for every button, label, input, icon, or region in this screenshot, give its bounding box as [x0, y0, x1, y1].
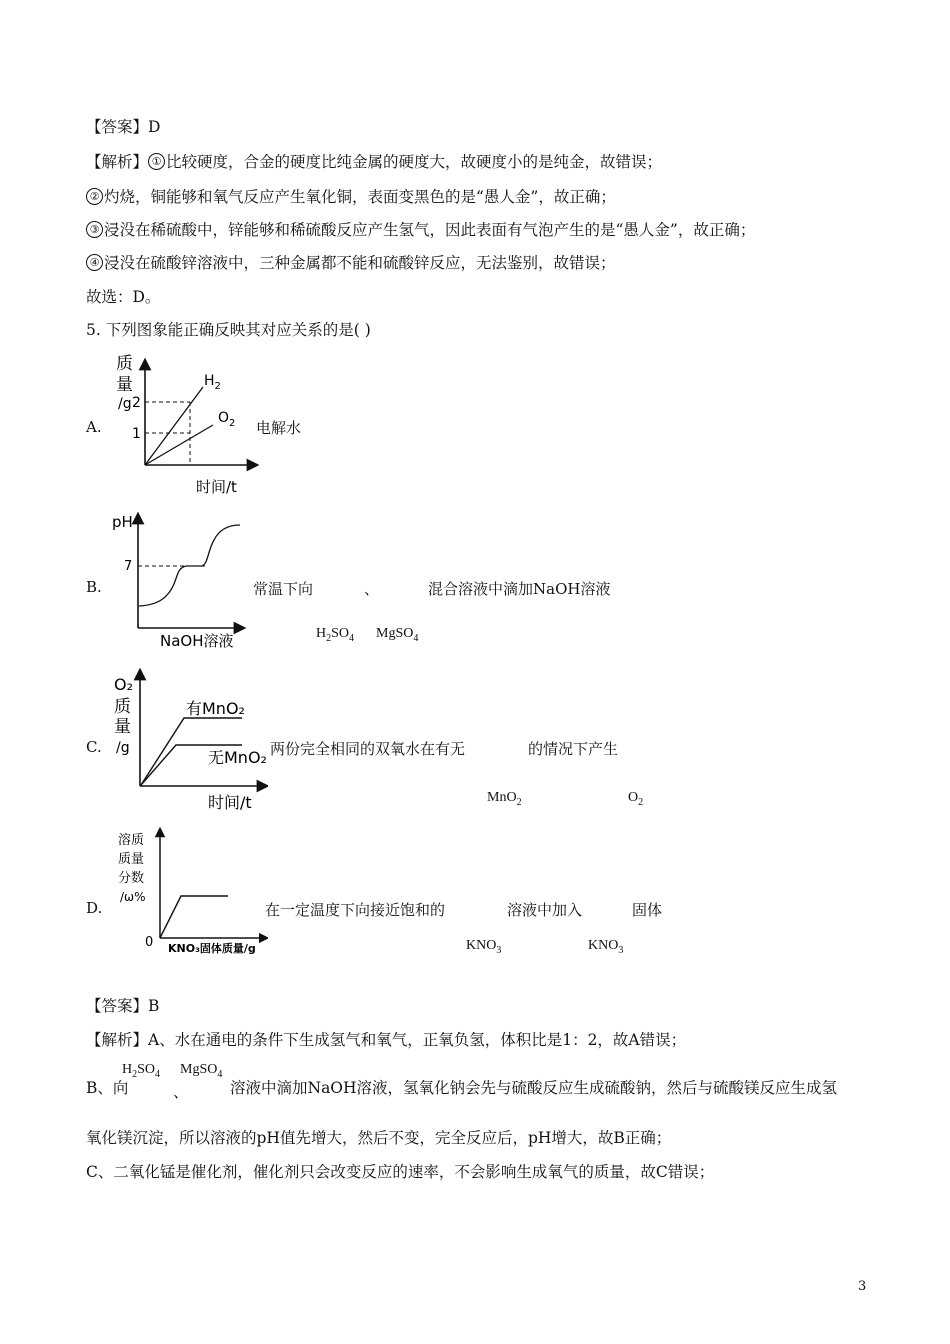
fraction-line [160, 896, 228, 938]
circled-number-3: ③ [86, 221, 103, 238]
option-b-desc-2: 、 [364, 580, 380, 598]
analysis2-line-a [86, 1030, 686, 1050]
analysis2-line-b-pre: B、向 [86, 1079, 129, 1097]
ylabel-o2: O₂ [114, 675, 134, 694]
analysis2-head: 【解析】 [86, 1031, 149, 1049]
ylabel-2: 量 [116, 375, 133, 395]
tick-2: 2 [132, 395, 141, 411]
analysis-item-1: 比较硬度，合金的硬度比纯金属的硬度大，故硬度小的是纯金，故错误； [166, 153, 663, 171]
analysis2-line-b-sep: 、 [173, 1083, 189, 1101]
tick-1: 1 [132, 426, 141, 442]
option-d-graph [108, 826, 268, 960]
option-b-letter: B. [86, 578, 102, 596]
formula-kno3-1: $KNO_3$ [466, 938, 502, 956]
option-d-desc-3: 固体 [632, 901, 663, 919]
page-number: 3 [858, 1279, 867, 1294]
analysis2-line-c: C、二氧化锰是催化剂，催化剂只会改变反应的速率，不会影响生成氧气的质量，故C错误； [86, 1163, 715, 1181]
option-d-desc-2: 溶液中加入 [507, 901, 583, 919]
xlabel: NaOH溶液 [160, 632, 234, 650]
analysis-line-4 [86, 253, 616, 273]
analysis2-line-b2: 氧化镁沉淀，所以溶液的pH值先增大，然后不变，完全反应后，pH增大，故B正确； [86, 1129, 672, 1147]
option-b-graph [108, 510, 248, 650]
answer-line-2: 【答案】B [86, 997, 160, 1015]
xlabel: 时间/t [196, 478, 237, 496]
option-d-letter: D. [86, 899, 103, 917]
inline-formula-h2so4: $H_2SO_4$ [122, 1062, 161, 1080]
ylabel: pH [112, 513, 133, 531]
origin-label: 0 [145, 935, 154, 950]
analysis-line-1 [86, 152, 662, 172]
analysis-item-3: 浸没在稀硫酸中，锌能够和稀硫酸反应产生氢气，因此表面有气泡产生的是“愚人金”，故正确； [104, 221, 756, 239]
option-a-desc: 电解水 [256, 419, 302, 437]
tick-7: 7 [124, 559, 133, 574]
analysis2-line-b: 溶液中滴加NaOH溶液，氢氧化钠会先与硫酸反应生成硫酸钠，然后与硫酸镁反应生成氢 [230, 1079, 838, 1097]
option-c-graph [108, 668, 268, 818]
formula-h2so4: $H_2SO_4$ [316, 626, 355, 644]
inline-formula-mgso4: MgSO$_4$ [180, 1062, 223, 1080]
analysis-line-2 [86, 187, 616, 207]
option-a-graph [108, 352, 268, 500]
analysis-line-3 [86, 220, 755, 240]
ylabel-1: 质 [116, 354, 133, 374]
ylabel-1: 质 [114, 697, 131, 717]
option-a-letter: A. [86, 418, 102, 436]
o2-label: $O_2$ [218, 410, 236, 429]
ylabel-unit: /g [116, 740, 130, 756]
option-c-letter: C. [86, 738, 102, 756]
xlabel: 时间/t [208, 793, 252, 812]
with-mno2-label: 有MnO₂ [186, 699, 245, 718]
option-c-desc-2: 的情况下产生 [528, 740, 619, 758]
ylabel-2: 质量 [118, 852, 145, 867]
question-5: 5. 下列图象能正确反映其对应关系的是( ) [86, 321, 371, 339]
without-mno2-label: 无MnO₂ [208, 748, 267, 767]
o2-line [145, 425, 213, 465]
formula-kno3-2: $KNO_3$ [588, 938, 624, 956]
analysis-item-2: 灼烧，铜能够和氧气反应产生氧化铜，表面变黑色的是“愚人金”，故正确； [104, 188, 616, 206]
formula-mgso4: MgSO$_4$ [376, 626, 419, 644]
ylabel-1: 溶质 [118, 833, 145, 848]
option-d-desc-1: 在一定温度下向接近饱和的 [265, 901, 446, 919]
ylabel-4: /ω% [120, 890, 146, 904]
analysis-item-4: 浸没在硫酸锌溶液中，三种金属都不能和硫酸锌反应，无法鉴别，故错误； [104, 254, 616, 272]
ylabel-unit: /g [118, 396, 132, 412]
circled-number-4: ④ [86, 254, 103, 271]
ylabel-3: 分数 [118, 871, 145, 886]
option-c-desc-1: 两份完全相同的双氧水在有无 [270, 740, 466, 758]
formula-mno2: MnO$_2$ [487, 790, 522, 808]
analysis2-a-text: A、水在通电的条件下生成氢气和氧气，正氧负氢，体积比是1：2，故A错误； [148, 1031, 687, 1049]
answer-line-1: 【答案】D [86, 118, 161, 136]
xlabel: KNO₃固体质量/g [168, 942, 256, 955]
option-b-desc-3: 混合溶液中滴加NaOH溶液 [428, 580, 611, 598]
formula-o2: $O_2$ [628, 790, 644, 808]
ylabel-2: 量 [114, 717, 131, 737]
analysis-head: 【解析】 [86, 153, 149, 171]
circled-number-2: ② [86, 188, 103, 205]
h2-line [145, 387, 203, 465]
circled-number-1: ① [148, 153, 165, 170]
option-b-desc-1: 常温下向 [253, 580, 314, 598]
h2-label: $H_2$ [204, 373, 221, 392]
conclusion-line: 故选：D。 [86, 288, 161, 306]
